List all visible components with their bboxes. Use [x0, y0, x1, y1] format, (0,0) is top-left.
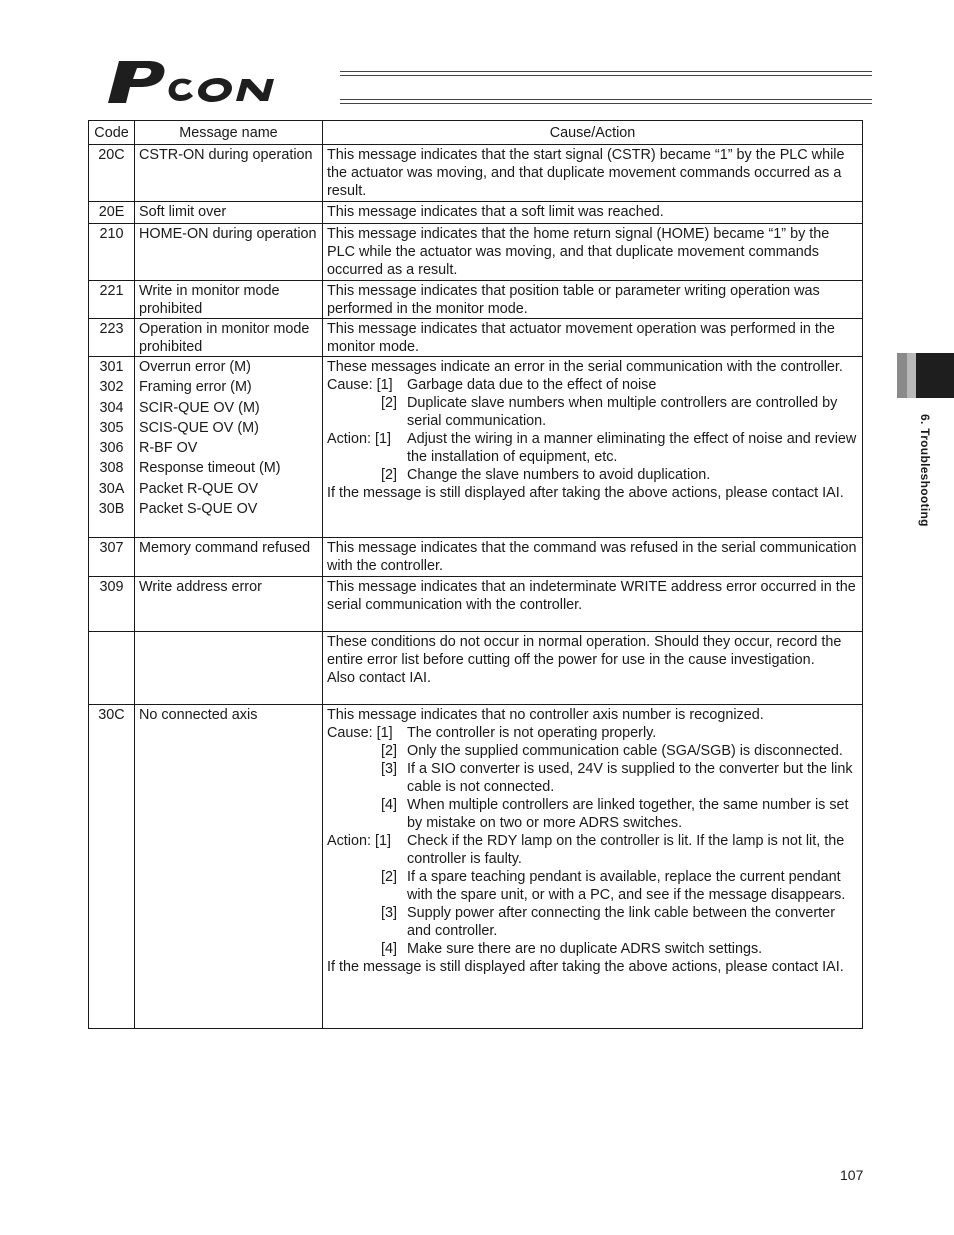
item-text: If a SIO converter is used, 24V is supplied to the converter but the link cable is not connected.: [407, 761, 853, 795]
table-row: [89, 538, 863, 577]
error-code-cell: [89, 319, 135, 357]
item-text: If a spare teaching pendant is available, replace the current pendant with the spare unit, or with a PC, and see if the message disappears.: [407, 869, 846, 903]
cause-action-cell: [323, 357, 863, 538]
message-name: Operation in monitor mode prohibited: [139, 321, 310, 355]
cause-action-text: If the message is still displayed after taking the above actions, please contact IAI.: [327, 485, 844, 501]
item-text: Only the supplied communication cable (SGA/SGB) is disconnected.: [407, 743, 843, 759]
cause-action-cell: [323, 632, 863, 705]
error-code: 210: [99, 226, 124, 242]
cause-action-text: This message indicates that the home return signal (HOME) became “1” by the PLC while the actuator was moving, and that duplicate movement commands occurred as a result.: [327, 226, 830, 278]
message-name-cell: [135, 705, 323, 1029]
message-name: SCIS-QUE OV (M): [139, 419, 259, 436]
error-code: 20E: [98, 204, 125, 220]
error-code-cell: [89, 202, 135, 224]
table-row: [89, 632, 863, 705]
error-code: 308: [99, 460, 124, 477]
message-name-cell: [135, 577, 323, 632]
message-name: R-BF OV: [139, 440, 198, 457]
message-name: Write address error: [139, 579, 262, 595]
table-body: [89, 145, 863, 1029]
error-code-cell: [89, 357, 135, 538]
column-header-code: Code: [89, 121, 135, 145]
cause-action-cell: [323, 538, 863, 577]
chapter-label: 6. Troubleshooting: [918, 414, 932, 527]
item-text: Change the slave numbers to avoid duplication.: [407, 467, 711, 483]
message-name-cell: [135, 632, 323, 705]
message-name: Packet R-QUE OV: [139, 480, 259, 497]
item-label: [3]: [381, 761, 397, 777]
item-text: Duplicate slave numbers when multiple controllers are controlled by serial communication.: [407, 395, 838, 429]
cause-action-item: [327, 760, 858, 796]
error-code: 302: [99, 379, 124, 396]
message-name: HOME-ON during operation: [139, 226, 317, 242]
table-row: [89, 577, 863, 632]
message-name-cell: [135, 357, 323, 538]
cause-action-item: [327, 940, 858, 958]
cause-action-cell: [323, 224, 863, 281]
item-label: [2]: [381, 467, 397, 483]
cause-action-cell: [323, 202, 863, 224]
message-name: Write in monitor mode prohibited: [139, 283, 280, 317]
header-rule: [340, 99, 872, 100]
message-name: Memory command refused: [139, 540, 311, 556]
cause-action-item: [327, 832, 858, 868]
cause-action-cell: [323, 705, 863, 1029]
cause-action-item: [327, 466, 858, 484]
error-code: 304: [99, 399, 124, 416]
item-text: Make sure there are no duplicate ADRS switch settings.: [407, 941, 763, 957]
error-code-cell: [89, 632, 135, 705]
item-label: [2]: [381, 869, 397, 885]
column-header-cause-action: Cause/Action: [323, 121, 863, 145]
table-row: [89, 357, 863, 538]
error-code-cell: [89, 224, 135, 281]
item-text: Supply power after connecting the link cable between the converter and controller.: [407, 905, 835, 939]
cause-action-text: Also contact IAI.: [327, 670, 431, 686]
cause-action-cell: [323, 577, 863, 632]
cause-action-text: This message indicates that an indeterminate WRITE address error occurred in the serial communication with the controller.: [327, 579, 856, 613]
error-code: 30B: [98, 501, 125, 518]
item-label: [3]: [381, 905, 397, 921]
error-code-cell: [89, 577, 135, 632]
cause-action-text: This message indicates that a soft limit was reached.: [327, 204, 664, 220]
message-name-cell: [135, 145, 323, 202]
error-code: 20C: [98, 147, 125, 163]
table-row: [89, 202, 863, 224]
message-name-cell: [135, 202, 323, 224]
error-code: 223: [99, 321, 124, 337]
cause-action-item: [327, 904, 858, 940]
message-name-cell: [135, 224, 323, 281]
header-rule: [340, 71, 872, 72]
message-name-cell: [135, 538, 323, 577]
item-label: [4]: [381, 797, 397, 813]
error-code: 30C: [98, 707, 125, 723]
message-name: Overrun error (M): [139, 359, 251, 375]
cause-action-item: [327, 376, 858, 394]
cause-action-text: These messages indicate an error in the serial communication with the controller.: [327, 359, 843, 375]
cause-action-text: If the message is still displayed after taking the above actions, please contact IAI.: [327, 959, 844, 975]
message-name: Framing error (M): [139, 379, 252, 396]
error-code-cell: [89, 281, 135, 319]
table-header-row: [89, 121, 863, 145]
item-text: Check if the RDY lamp on the controller is lit. If the lamp is not lit, the controller is faulty.: [407, 833, 845, 867]
cause-action-item: [327, 868, 858, 904]
pcon-logo: [100, 57, 340, 107]
error-code: 301: [99, 359, 124, 375]
error-code: 305: [99, 419, 124, 436]
item-text: Adjust the wiring in a manner eliminating the effect of noise and review the installation of equipment, etc.: [407, 431, 857, 465]
message-name-cell: [135, 319, 323, 357]
item-label: Cause: [1]: [327, 725, 393, 741]
table-row: [89, 319, 863, 357]
item-text: The controller is not operating properly.: [407, 725, 657, 741]
cause-action-text: This message indicates that actuator movement operation was performed in the monitor mode.: [327, 321, 835, 355]
item-text: Garbage data due to the effect of noise: [407, 377, 657, 393]
cause-action-item: [327, 796, 858, 832]
cause-action-text: This message indicates that the command was refused in the serial communication with the controller.: [327, 540, 857, 574]
error-code: 307: [99, 540, 124, 556]
error-code-cell: [89, 145, 135, 202]
item-label: Action: [1]: [327, 431, 391, 447]
message-name: SCIR-QUE OV (M): [139, 399, 260, 416]
error-code: 221: [99, 283, 124, 299]
error-code-cell: [89, 538, 135, 577]
item-label: Cause: [1]: [327, 377, 393, 393]
table-row: [89, 145, 863, 202]
message-name: Response timeout (M): [139, 460, 281, 477]
table-row: [89, 281, 863, 319]
error-code: 306: [99, 440, 124, 457]
item-label: Action: [1]: [327, 833, 391, 849]
item-label: [4]: [381, 941, 397, 957]
message-name: No connected axis: [139, 707, 258, 723]
page-number: 107: [840, 1167, 864, 1183]
message-name: Packet S-QUE OV: [139, 501, 258, 518]
header-rule: [340, 75, 872, 76]
message-name: Soft limit over: [139, 204, 227, 220]
cause-action-text: These conditions do not occur in normal operation. Should they occur, record the entire error list before cutting off the power for use in the cause investigation.: [327, 634, 842, 668]
column-header-message-name: Message name: [135, 121, 323, 145]
cause-action-text: This message indicates that position table or parameter writing operation was performed in the monitor mode.: [327, 283, 820, 317]
cause-action-text: This message indicates that no controller axis number is recognized.: [327, 707, 764, 723]
cause-action-cell: [323, 281, 863, 319]
cause-action-text: This message indicates that the start signal (CSTR) became “1” by the PLC while the actuator was moving, and that duplicate movement commands occurred as a result.: [327, 147, 845, 199]
error-table: [88, 120, 863, 1029]
cause-action-item: [327, 724, 858, 742]
item-label: [2]: [381, 395, 397, 411]
table-row: [89, 705, 863, 1029]
message-name: CSTR-ON during operation: [139, 147, 313, 163]
cause-action-cell: [323, 319, 863, 357]
error-code-cell: [89, 705, 135, 1029]
cause-action-item: [327, 742, 858, 760]
cause-action-item: [327, 394, 858, 430]
cause-action-item: [327, 430, 858, 466]
item-label: [2]: [381, 743, 397, 759]
header-rule: [340, 103, 872, 104]
item-text: When multiple controllers are linked together, the same number is set by mistake on two or more ADRS switches.: [407, 797, 849, 831]
cause-action-cell: [323, 145, 863, 202]
error-code: 30A: [98, 480, 125, 497]
table-row: [89, 224, 863, 281]
chapter-tab: [897, 353, 954, 398]
error-code: 309: [99, 579, 124, 595]
message-name-cell: [135, 281, 323, 319]
